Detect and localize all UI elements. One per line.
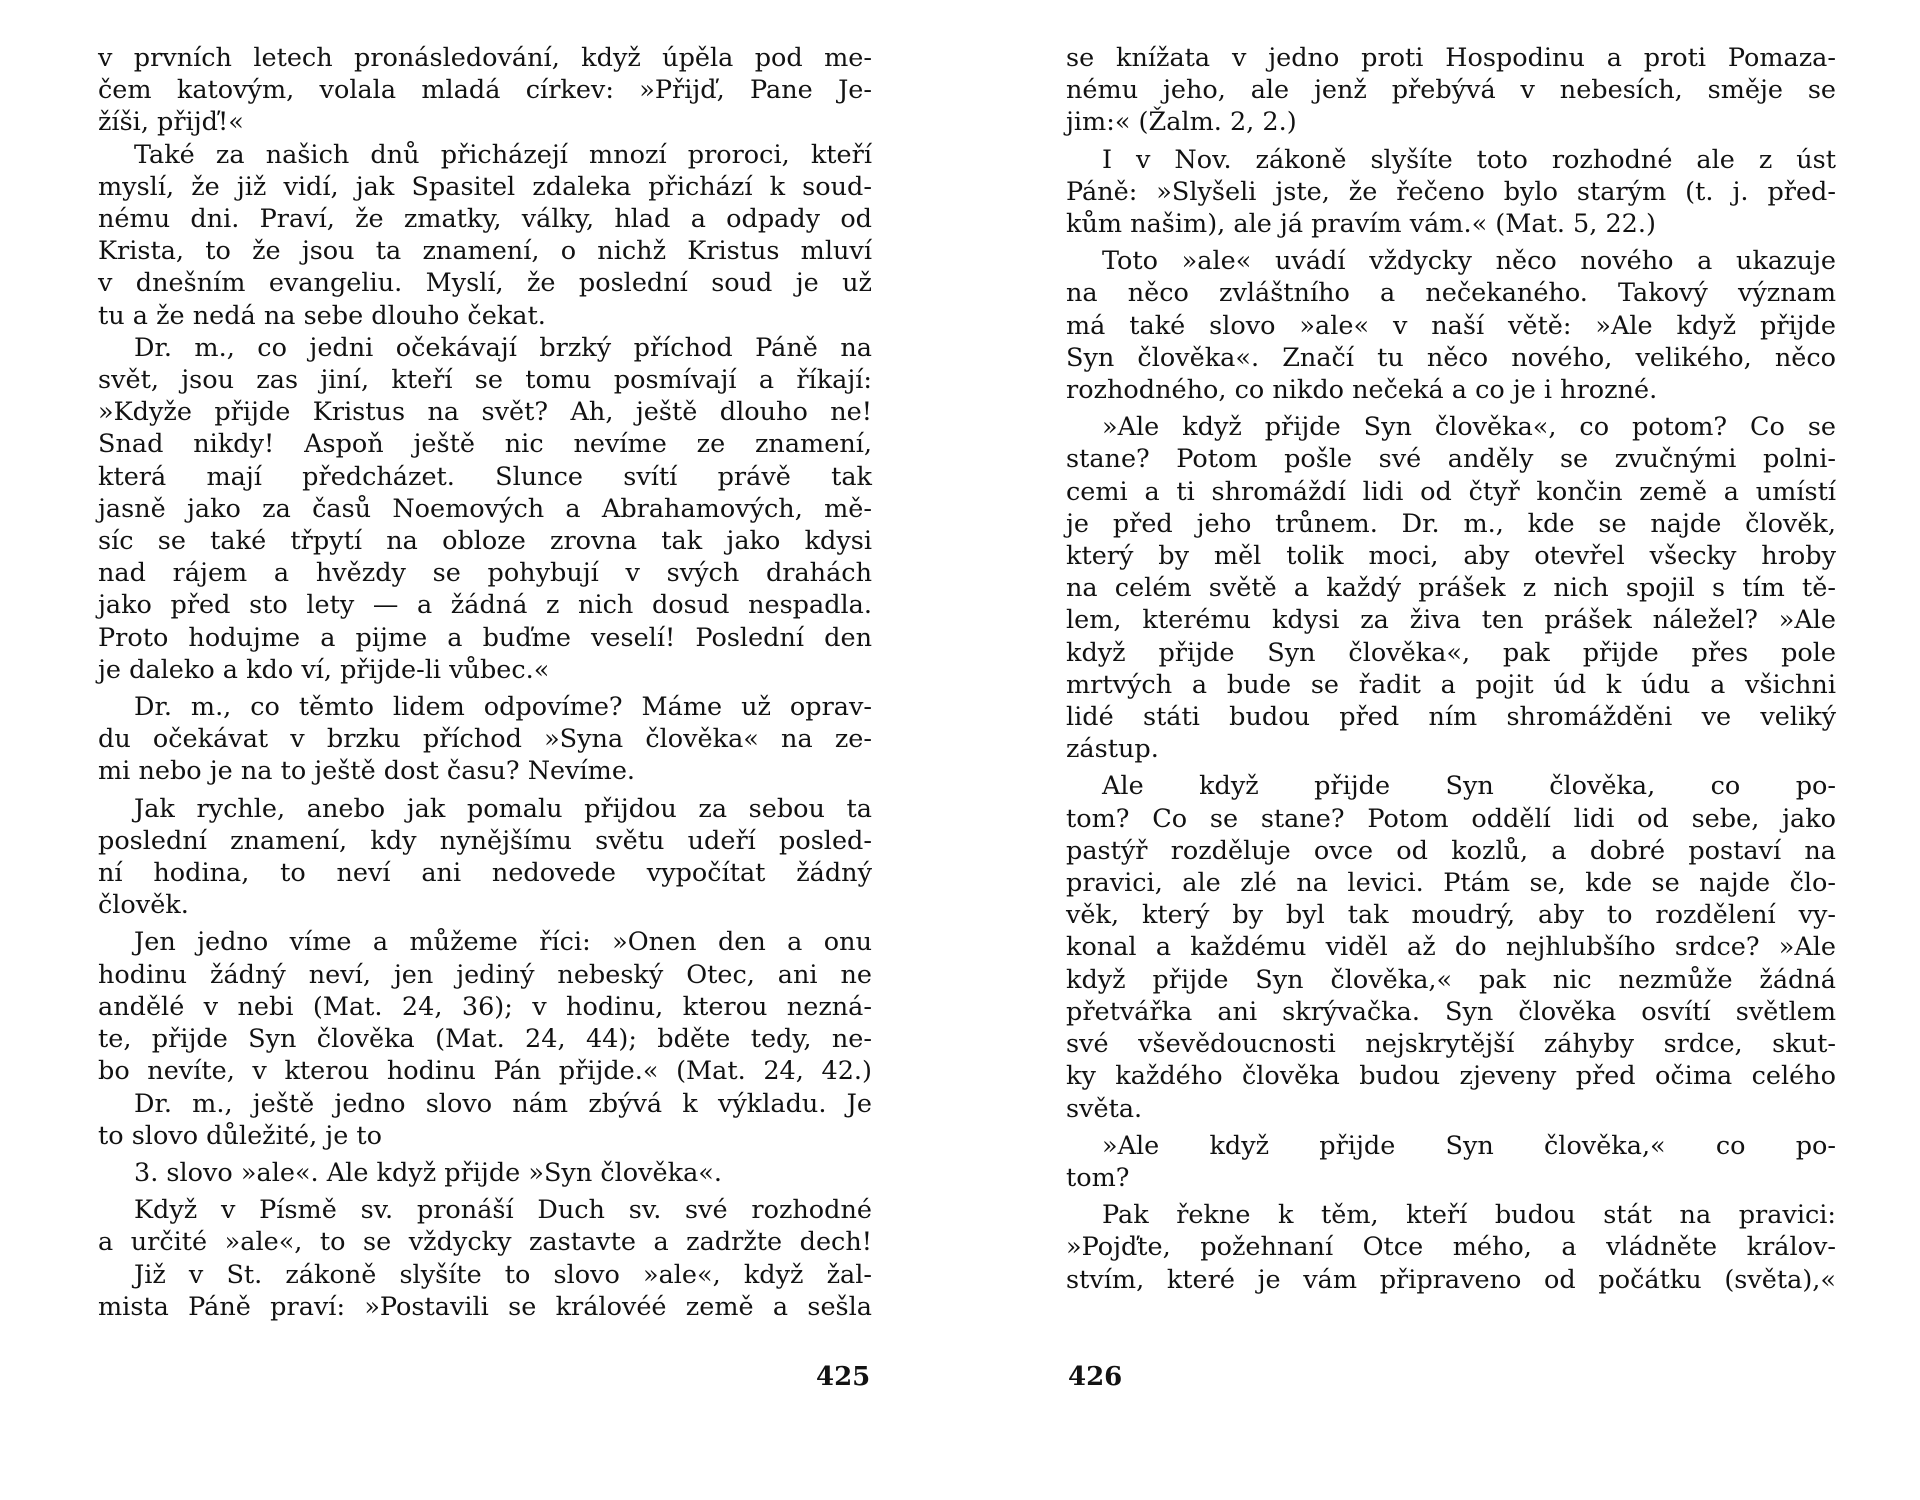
- text-line: pastýř rozděluje ovce od kozlů, a dobré postaví na: [1066, 835, 1836, 866]
- text-line: Ale když přijde Syn člověka, co po-: [1102, 771, 1836, 802]
- text-line: tu a že nedá na sebe dlouho čekat.: [98, 300, 546, 331]
- text-line: Dr. m., ještě jedno slovo nám zbývá k výkladu. Je: [134, 1088, 872, 1119]
- text-line: v prvních letech pronásledování, když úpěla pod me-: [98, 43, 872, 73]
- text-line: věk, který by byl tak moudrý, aby to rozdělení vy-: [1066, 900, 1836, 931]
- text-line: zástup.: [1066, 734, 1159, 765]
- text-line: tom? Co se stane? Potom oddělí lidi od sebe, jako: [1066, 803, 1836, 834]
- text-line: to slovo důležité, je to: [98, 1120, 382, 1151]
- left-page-text: [98, 42, 872, 1323]
- text-line: pravici, ale zlé na levici. Ptám se, kde se najde člo-: [1066, 868, 1836, 899]
- text-line: »Ale když přijde Syn člověka«, co potom? Co se: [1102, 412, 1836, 443]
- text-line: bo nevíte, v kterou hodinu Pán přijde.« (Mat. 24, 42.): [98, 1056, 872, 1087]
- text-line: Syn člověka«. Značí tu něco nového, velikého, něco: [1066, 342, 1836, 373]
- text-line: své vševědoucnosti nejskrytější záhyby srdce, skut-: [1066, 1029, 1836, 1060]
- text-line: ky každého člověka budou zjeveny před očima celého: [1066, 1061, 1836, 1092]
- text-line: síc se také třpytí na obloze zrovna tak jako kdysi: [98, 526, 872, 557]
- text-line: konal a každému viděl až do nejhlubšího srdce? »Ale: [1066, 932, 1836, 963]
- text-line: du očekávat v brzku příchod »Syna člověka« na ze-: [98, 724, 872, 755]
- text-line: je daleko a kdo ví, přijde-li vůbec.«: [98, 654, 550, 685]
- text-line: když přijde Syn člověka«, pak přijde přes pole: [1066, 637, 1836, 668]
- text-line: »Kdyže přijde Kristus na svět? Ah, ještě dlouho ne!: [98, 397, 872, 428]
- text-line: te, přijde Syn člověka (Mat. 24, 44); bděte tedy, ne-: [98, 1024, 872, 1055]
- text-line: I v Nov. zákoně slyšíte toto rozhodné ale z úst: [1102, 144, 1836, 175]
- text-line: myslí, že již vidí, jak Spasitel zdaleka přichází k soud-: [98, 171, 872, 202]
- text-line: Páně: »Slyšeli jste, že řečeno bylo starým (t. j. před-: [1066, 176, 1836, 207]
- text-line: se knížata v jedno proti Hospodinu a proti Pomaza-: [1066, 43, 1836, 73]
- text-line: Když v Písmě sv. pronáší Duch sv. své rozhodné: [134, 1195, 872, 1226]
- text-line: Dr. m., co jedni očekávají brzký příchod Páně na: [134, 332, 872, 363]
- text-line: 3. slovo »ale«. Ale když přijde »Syn člověka«.: [134, 1157, 722, 1188]
- text-line: Krista, to že jsou ta znamení, o nichž Kristus mluví: [98, 236, 872, 267]
- text-line: přetvářka ani skrývačka. Syn člověka osvítí světlem: [1066, 996, 1836, 1027]
- text-line: která mají předcházet. Slunce svítí právě tak: [98, 461, 872, 492]
- text-line: na něco zvláštního a nečekaného. Takový význam: [1066, 278, 1836, 309]
- text-line: má také slovo »ale« v naší větě: »Ale když přijde: [1066, 310, 1836, 341]
- text-line: mrtvých a bude se řadit a pojit úd k údu a všichni: [1066, 669, 1836, 700]
- text-line: světa.: [1066, 1093, 1143, 1124]
- text-line: ní hodina, to neví ani nedovede vypočítat žádný: [98, 858, 872, 889]
- text-line: tom?: [1066, 1162, 1130, 1193]
- page-number-left: 425: [816, 1362, 871, 1392]
- text-line: žíši, přijď!«: [98, 107, 244, 138]
- text-line: andělé v nebi (Mat. 24, 36); v hodinu, kterou nezná-: [98, 991, 872, 1022]
- text-line: Také za našich dnů přicházejí mnozí proroci, kteří: [134, 139, 872, 170]
- text-line: člověk.: [98, 890, 189, 921]
- text-line: když přijde Syn člověka,« pak nic nezmůže žádná: [1066, 964, 1836, 995]
- text-line: stvím, které je vám připraveno od počátku (světa),«: [1066, 1264, 1836, 1295]
- text-line: svět, jsou zas jiní, kteří se tomu posmívají a říkají:: [98, 365, 872, 396]
- text-line: na celém světě a každý prášek z nich spojil s tím tě-: [1066, 573, 1836, 604]
- text-line: poslední znamení, kdy nynějšímu světu udeří posled-: [98, 825, 872, 856]
- text-line: mista Páně praví: »Postavili se královéé země a sešla: [98, 1291, 872, 1322]
- text-line: v dnešním evangeliu. Myslí, že poslední soud je už: [98, 268, 872, 299]
- text-line: Jak rychle, anebo jak pomalu přijdou za sebou ta: [134, 793, 872, 824]
- text-line: mi nebo je na to ještě dost času? Nevíme.: [98, 756, 636, 787]
- text-line: »Pojďte, požehnaní Otce mého, a vládněte králov-: [1066, 1232, 1836, 1263]
- text-line: nému jeho, ale jenž přebývá v nebesích, směje se: [1066, 75, 1836, 106]
- text-line: Toto »ale« uvádí vždycky něco nového a ukazuje: [1102, 246, 1836, 277]
- text-line: je před jeho trůnem. Dr. m., kde se najde člověk,: [1066, 508, 1836, 539]
- right-page-text: [1066, 42, 1836, 1296]
- text-line: jim:« (Žalm. 2, 2.): [1066, 107, 1297, 138]
- text-line: kům našim), ale já pravím vám.« (Mat. 5, 22.): [1066, 209, 1656, 240]
- page-number-right: 426: [1068, 1362, 1123, 1392]
- text-line: lidé státi budou před ním shromážděni ve veliký: [1066, 702, 1836, 733]
- text-line: Jen jedno víme a můžeme říci: »Onen den a onu: [134, 927, 872, 958]
- text-line: Proto hodujme a pijme a buďme veselí! Poslední den: [98, 622, 872, 653]
- text-line: jasně jako za časů Noemových a Abrahamových, mě-: [98, 493, 872, 524]
- text-line: který by měl tolik moci, aby otevřel všecky hroby: [1066, 541, 1836, 572]
- text-line: Již v St. zákoně slyšíte to slovo »ale«, když žal-: [134, 1259, 872, 1290]
- right-page: [960, 0, 1920, 1500]
- text-line: Dr. m., co těmto lidem odpovíme? Máme už oprav-: [134, 692, 872, 723]
- text-line: čem katovým, volala mladá církev: »Přijď, Pane Je-: [98, 75, 872, 106]
- text-line: Pak řekne k těm, kteří budou stát na pravici:: [1102, 1200, 1836, 1231]
- text-line: rozhodného, co nikdo nečeká a co je i hrozné.: [1066, 375, 1658, 406]
- text-line: cemi a ti shromáždí lidi od čtyř končin země a umístí: [1066, 476, 1836, 507]
- text-line: jako před sto lety — a žádná z nich dosud nespadla.: [98, 590, 872, 621]
- text-line: lem, kterému kdysi za živa ten prášek náležel? »Ale: [1066, 605, 1836, 636]
- text-line: hodinu žádný neví, jen jediný nebeský Otec, ani ne: [98, 959, 872, 990]
- text-line: nému dni. Praví, že zmatky, války, hlad a odpady od: [98, 204, 872, 235]
- text-line: stane? Potom pošle své anděly se zvučnými polni-: [1066, 444, 1836, 475]
- text-line: Snad nikdy! Aspoň ještě nic nevíme ze znamení,: [98, 429, 872, 460]
- text-line: nad rájem a hvězdy se pohybují v svých drahách: [98, 558, 872, 589]
- text-line: a určité »ale«, to se vždycky zastavte a zadržte dech!: [98, 1227, 872, 1258]
- text-line: »Ale když přijde Syn člověka,« co po-: [1102, 1130, 1836, 1161]
